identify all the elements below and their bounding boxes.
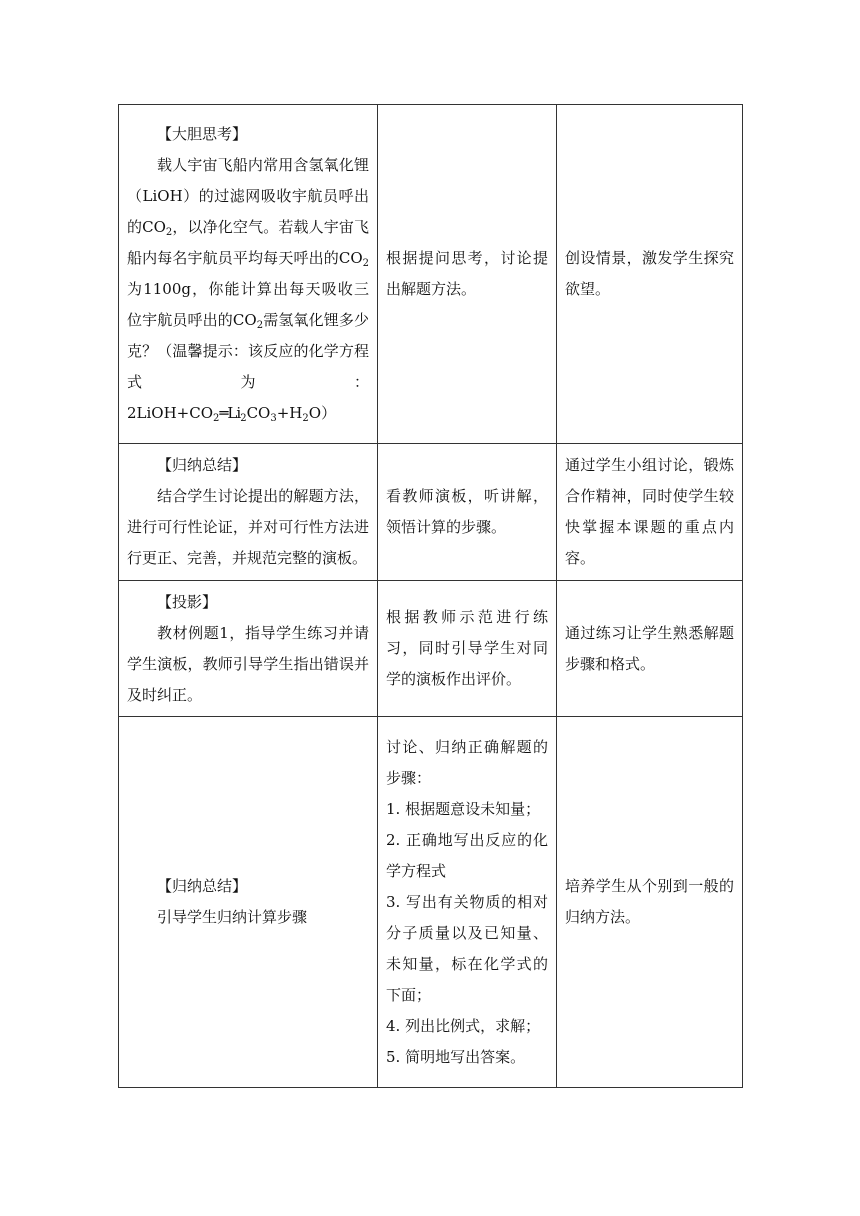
step-item: 1. 根据题意设未知量； [386, 799, 541, 818]
design-intent-text: 通过学生小组讨论，锻炼合作精神，同时使学生较快掌握本课题的重点内容。 [565, 456, 734, 567]
table-row [119, 444, 743, 581]
section-content: 教材例题1，指导学生练习并请学生演板，教师引导学生指出错误并及时纠正。 [127, 623, 369, 704]
lesson-plan-table [118, 104, 743, 1088]
design-intent-cell [557, 581, 743, 717]
table-row [119, 581, 743, 717]
section-heading: 【投影】 [157, 592, 218, 611]
student-activity-text: 看教师演板，听讲解，领悟计算的步骤。 [386, 487, 548, 536]
student-activity-cell [378, 444, 557, 581]
teacher-activity-cell [119, 581, 378, 717]
student-activity-cell [378, 581, 557, 717]
design-intent-text: 创设情景，激发学生探究欲望。 [565, 249, 734, 298]
section-content: 引导学生归纳计算步骤 [157, 908, 308, 926]
step-item: 2. 正确地写出反应的化学方程式 [386, 830, 548, 880]
teacher-activity-cell [119, 717, 378, 1088]
student-activity-cell [378, 717, 557, 1088]
teacher-activity-cell [119, 444, 378, 581]
student-activity-text: 根据提问思考，讨论提出解题方法。 [386, 249, 548, 298]
section-content: 结合学生讨论提出的解题方法，进行可行性论证，并对可行性方法进行更正、完善，并规范完整的演板。 [127, 487, 369, 567]
design-intent-cell [557, 105, 743, 444]
design-intent-cell [557, 444, 743, 581]
student-activity-cell [378, 105, 557, 444]
teacher-activity-cell [119, 105, 378, 444]
design-intent-text: 培养学生从个别到一般的归纳方法。 [565, 877, 734, 926]
section-content: 载人宇宙飞船内常用含氢氧化锂（LiOH）的过滤网吸收宇航员呼出的$CO_2$，以净化空气。若载人宇宙飞船内每名宇航员平均每天呼出的$CO_2$为1100g，你能计算出每天吸收三位宇航员呼出的$CO_2$需氢氧化锂多少克？（温馨提示：该反应的化学方程式为：$2LiOH+CO_2═Li_2CO_3+H_2O$） [127, 156, 369, 424]
section-heading: 【归纳总结】 [157, 456, 248, 474]
design-intent-cell [557, 717, 743, 1088]
step-item: 4. 列出比例式，求解； [386, 1016, 541, 1035]
student-activity-text: 根据教师示范进行练习，同时引导学生对同学的演板作出评价。 [386, 608, 548, 688]
section-heading: 【归纳总结】 [157, 877, 248, 895]
table-row [119, 105, 743, 444]
table-row [119, 717, 743, 1088]
step-item: 5. 简明地写出答案。 [386, 1047, 526, 1066]
step-item: 3. 写出有关物质的相对分子质量以及已知量、未知量，标在化学式的下面； [386, 892, 548, 1004]
section-heading: 【大胆思考】 [157, 125, 248, 143]
design-intent-text: 通过练习让学生熟悉解题步骤和格式。 [565, 623, 734, 673]
student-activity-intro: 讨论、归纳正确解题的步骤： [386, 737, 548, 787]
